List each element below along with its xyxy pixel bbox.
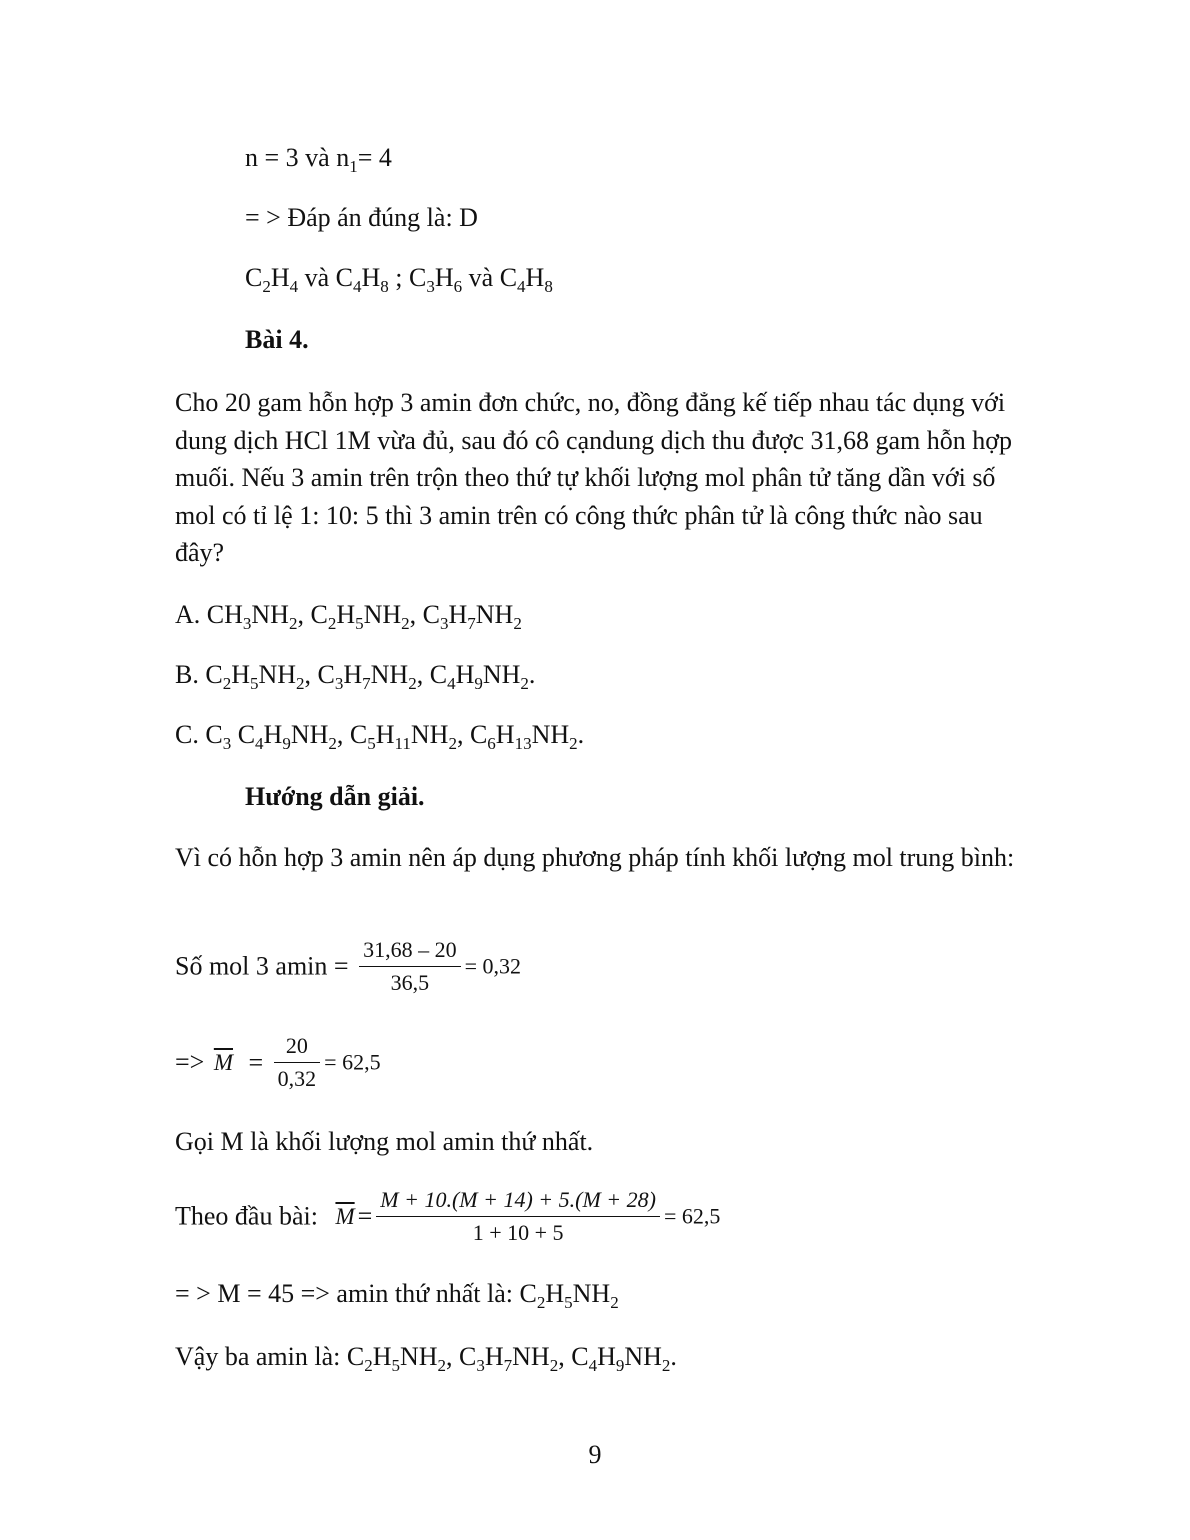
call-m-line: Gọi M là khối lượng mol amin thứ nhất. bbox=[175, 1127, 594, 1156]
explain-paragraph: Vì có hỗn hợp 3 amin nên áp dụng phương pháp tính khối lượng mol trung bình: bbox=[175, 843, 1015, 872]
m45-line: = > M = 45 => amin thứ nhất là: $C_2H_5NH_2$ bbox=[175, 1279, 619, 1312]
page-number: 9 bbox=[588, 1440, 602, 1469]
problem-paragraph: Cho 20 gam hỗn hợp 3 amin đơn chức, no, đồng đẳng kế tiếp nhau tác dụng với dung dịch HCl 1M vừa đủ, sau đó cô cạndung dịch thu được 31,68 gam hỗn hợp muối. Nếu 3 amin trên trộn theo thứ tự khối lượng mol phân tử tăng dần với số mol có tỉ lệ 1: 10: 5 thì 3 amin trên có công thức phân tử là công thức nào sau đây? bbox=[175, 388, 1013, 567]
option-a: A. $CH_3NH_2$, $C_2H_5NH_2$, $C_3H_7NH_2$ bbox=[175, 600, 522, 633]
guide-heading: Hướng dẫn giải. bbox=[245, 782, 425, 811]
answer-d-line: = > Đáp án đúng là: D bbox=[245, 203, 478, 232]
theo-equation: Theo đầu bài: $\overline{M}$ = $\frac{M + 10.(M + 14) + 5.(M + 28)}{1 + 10 + 5}$ = 62,5 bbox=[175, 1187, 721, 1245]
mol-equation: Số mol 3 amin = $\frac{31,68 - 20}{36,5}$ = 0,32 bbox=[175, 937, 521, 995]
option-b: B. $C_2H_5NH_2$, $C_3H_7NH_2$, $C_4H_9NH_2$. bbox=[175, 660, 536, 693]
theo-fraction: $\frac{M + 10.(M + 14) + 5.(M + 28)}{1 + 10 + 5}$ bbox=[376, 1187, 660, 1246]
mbar-fraction: $\frac{20}{0,32}$ bbox=[274, 1033, 321, 1092]
final-line: Vậy ba amin là: $C_2H_5NH_2$, $C_3H_7NH_2$, $C_4H_9NH_2$. bbox=[175, 1342, 677, 1375]
bai4-heading: Bài 4. bbox=[245, 325, 309, 354]
n-values-line: n = 3 và $n_1= 4$ bbox=[245, 143, 392, 176]
option-c: C. $C_3$ $C_4H_9NH_2$, $C_5H_{11}NH_2$, $C_6H_{13}NH_2$. bbox=[175, 720, 585, 753]
mol-fraction: $\frac{31,68 - 20}{36,5}$ bbox=[359, 937, 461, 996]
formula-pairs-line: $C_2H_4$ và $C_4H_8$ ; $C_3H_6$ và $C_4H_8$ bbox=[245, 263, 553, 296]
mbar-equation: => $\overline{M}$ = $\frac{20}{0,32}$ = 62,5 bbox=[175, 1033, 381, 1091]
